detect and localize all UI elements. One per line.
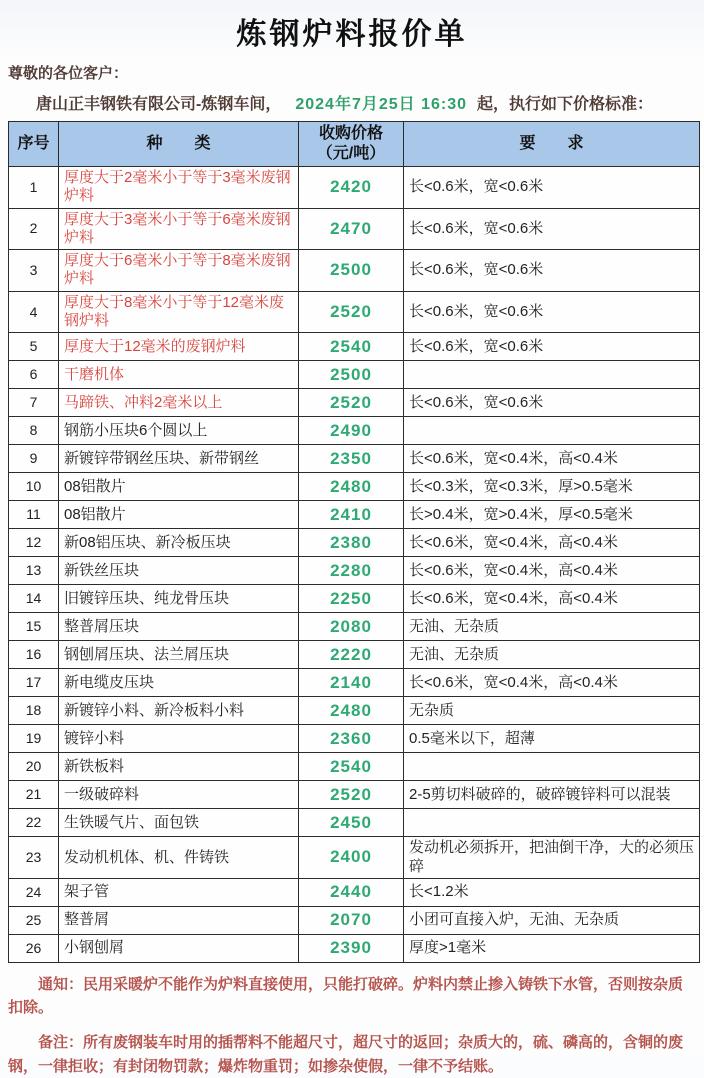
row-index-cell: 13 — [9, 557, 59, 585]
table-row — [9, 585, 700, 613]
price-cell: 2280 — [299, 557, 404, 585]
row-index-cell: 9 — [9, 445, 59, 473]
material-kind-cell: 一级破碎料 — [59, 781, 299, 809]
material-kind-cell: 新镀锌小料、新冷板料小料 — [59, 697, 299, 725]
row-index-cell: 2 — [9, 208, 59, 250]
table-row — [9, 529, 700, 557]
footer-notes — [8, 973, 696, 1078]
requirement-cell — [404, 417, 700, 445]
material-kind-cell: 08铝散片 — [59, 473, 299, 501]
price-cell: 2420 — [299, 167, 404, 209]
row-index-cell: 3 — [9, 250, 59, 292]
effective-datetime: 2024年7月25日 16:30 — [295, 96, 468, 113]
table-row — [9, 473, 700, 501]
table-row — [9, 389, 700, 417]
table-row — [9, 291, 700, 333]
row-index-cell: 11 — [9, 501, 59, 529]
row-index-cell: 4 — [9, 291, 59, 333]
requirement-cell: 长<0.6米，宽<0.6米 — [404, 250, 700, 292]
header-no: 序号 — [9, 122, 59, 167]
row-index-cell: 7 — [9, 389, 59, 417]
requirement-cell: 长<0.6米，宽<0.6米 — [404, 208, 700, 250]
price-cell: 2480 — [299, 473, 404, 501]
material-kind-cell: 厚度大于12毫米的废钢炉料 — [59, 333, 299, 361]
row-index-cell: 19 — [9, 725, 59, 753]
material-kind-cell: 新铁板料 — [59, 753, 299, 781]
table-row — [9, 878, 700, 906]
requirement-cell: 长<1.2米 — [404, 878, 700, 906]
effective-suffix: 起，执行如下价格标准： — [477, 96, 654, 113]
header-price-line1: 收购价格 — [318, 125, 383, 142]
material-kind-cell: 旧镀锌压块、纯龙骨压块 — [59, 585, 299, 613]
price-cell: 2250 — [299, 585, 404, 613]
row-index-cell: 10 — [9, 473, 59, 501]
row-index-cell: 12 — [9, 529, 59, 557]
material-kind-cell: 新镀锌带钢丝压块、新带钢丝 — [59, 445, 299, 473]
header-row — [9, 122, 700, 167]
price-cell: 2540 — [299, 333, 404, 361]
requirement-cell: 厚度>1毫米 — [404, 934, 700, 962]
requirement-cell: 长<0.6米，宽<0.4米，高<0.4米 — [404, 557, 700, 585]
price-cell: 2350 — [299, 445, 404, 473]
row-index-cell: 14 — [9, 585, 59, 613]
requirement-cell: 长<0.6米，宽<0.6米 — [404, 291, 700, 333]
requirement-cell: 长<0.6米，宽<0.6米 — [404, 389, 700, 417]
table-row — [9, 613, 700, 641]
requirement-cell: 发动机必须拆开，把油倒干净，大的必须压碎 — [404, 837, 700, 879]
page-title: 炼钢炉料报价单 — [236, 18, 468, 51]
price-cell: 2360 — [299, 725, 404, 753]
table-row — [9, 725, 700, 753]
price-cell: 2500 — [299, 361, 404, 389]
table-row — [9, 445, 700, 473]
table-row — [9, 417, 700, 445]
row-index-cell: 21 — [9, 781, 59, 809]
requirement-cell: 长<0.6米，宽<0.4米，高<0.4米 — [404, 445, 700, 473]
table-row — [9, 669, 700, 697]
price-table-header — [9, 122, 700, 167]
table-row — [9, 333, 700, 361]
requirement-cell — [404, 361, 700, 389]
price-table — [8, 121, 700, 963]
table-row — [9, 208, 700, 250]
price-cell: 2490 — [299, 417, 404, 445]
requirement-cell: 无杂质 — [404, 697, 700, 725]
price-cell: 2070 — [299, 906, 404, 934]
material-kind-cell: 整普屑压块 — [59, 613, 299, 641]
price-cell: 2520 — [299, 781, 404, 809]
requirement-cell: 长<0.3米，宽<0.3米，厚>0.5毫米 — [404, 473, 700, 501]
row-index-cell: 20 — [9, 753, 59, 781]
table-row — [9, 906, 700, 934]
material-kind-cell: 新08铝压块、新冷板压块 — [59, 529, 299, 557]
material-kind-cell: 马蹄铁、冲料2毫米以上 — [59, 389, 299, 417]
material-kind-cell: 厚度大于3毫米小于等于6毫米废钢炉料 — [59, 208, 299, 250]
material-kind-cell: 小钢刨屑 — [59, 934, 299, 962]
price-cell: 2410 — [299, 501, 404, 529]
header-kind: 种 类 — [59, 122, 299, 167]
notice-paragraph: 通知：民用采暖炉不能作为炉料直接使用，只能打破碎。炉料内禁止掺入铸铁下水管，否则按杂质扣除。 — [8, 975, 684, 1017]
row-index-cell: 8 — [9, 417, 59, 445]
material-kind-cell: 生铁暖气片、面包铁 — [59, 809, 299, 837]
requirement-cell: 长<0.6米，宽<0.4米，高<0.4米 — [404, 669, 700, 697]
table-row — [9, 837, 700, 879]
row-index-cell: 22 — [9, 809, 59, 837]
row-index-cell: 6 — [9, 361, 59, 389]
price-cell: 2440 — [299, 878, 404, 906]
row-index-cell: 16 — [9, 641, 59, 669]
requirement-cell: 长>0.4米，宽>0.4米，厚<0.5毫米 — [404, 501, 700, 529]
material-kind-cell: 架子管 — [59, 878, 299, 906]
requirement-cell — [404, 753, 700, 781]
table-row — [9, 781, 700, 809]
table-row — [9, 361, 700, 389]
row-index-cell: 26 — [9, 934, 59, 962]
price-cell: 2450 — [299, 809, 404, 837]
price-cell: 2480 — [299, 697, 404, 725]
requirement-cell: 长<0.6米，宽<0.4米，高<0.4米 — [404, 585, 700, 613]
price-cell: 2470 — [299, 208, 404, 250]
requirement-cell: 无油、无杂质 — [404, 613, 700, 641]
row-index-cell: 18 — [9, 697, 59, 725]
material-kind-cell: 厚度大于8毫米小于等于12毫米废钢炉料 — [59, 291, 299, 333]
table-row — [9, 250, 700, 292]
table-row — [9, 753, 700, 781]
material-kind-cell: 钢筋小压块6个圆以上 — [59, 417, 299, 445]
header-price-line2: （元/吨） — [316, 145, 386, 162]
customer-greeting: 尊敬的各位客户： — [8, 65, 129, 82]
table-row — [9, 167, 700, 209]
material-kind-cell: 新电缆皮压块 — [59, 669, 299, 697]
requirement-cell: 无油、无杂质 — [404, 641, 700, 669]
price-cell: 2140 — [299, 669, 404, 697]
table-row — [9, 557, 700, 585]
material-kind-cell: 发动机机体、机、件铸铁 — [59, 837, 299, 879]
requirement-cell: 长<0.6米，宽<0.6米 — [404, 333, 700, 361]
requirement-cell: 0.5毫米以下，超薄 — [404, 725, 700, 753]
material-kind-cell: 厚度大于2毫米小于等于3毫米废钢炉料 — [59, 167, 299, 209]
header-req: 要 求 — [404, 122, 700, 167]
price-cell: 2080 — [299, 613, 404, 641]
company-name: 唐山正丰钢铁有限公司-炼钢车间， — [36, 96, 282, 113]
row-index-cell: 17 — [9, 669, 59, 697]
price-cell: 2520 — [299, 291, 404, 333]
material-kind-cell: 08铝散片 — [59, 501, 299, 529]
row-index-cell: 15 — [9, 613, 59, 641]
requirement-cell: 长<0.6米，宽<0.4米，高<0.4米 — [404, 529, 700, 557]
table-row — [9, 697, 700, 725]
requirement-cell: 2-5剪切料破碎的，破碎镀锌料可以混装 — [404, 781, 700, 809]
material-kind-cell: 新铁丝压块 — [59, 557, 299, 585]
material-kind-cell: 整普屑 — [59, 906, 299, 934]
price-cell: 2520 — [299, 389, 404, 417]
price-cell: 2400 — [299, 837, 404, 879]
effective-line — [36, 91, 704, 114]
table-row — [9, 501, 700, 529]
row-index-cell: 25 — [9, 906, 59, 934]
remark-paragraph: 备注：所有废钢装车时用的插帮料不能超尺寸，超尺寸的返回；杂质大的，硫、磷高的，含铜的废钢，一律拒收；有封闭物罚款；爆炸物重罚；如掺杂使假，一律不予结账。 — [8, 1034, 684, 1075]
row-index-cell: 24 — [9, 878, 59, 906]
table-row — [9, 934, 700, 962]
price-cell: 2390 — [299, 934, 404, 962]
material-kind-cell: 干磨机体 — [59, 361, 299, 389]
requirement-cell — [404, 809, 700, 837]
price-table-body — [9, 167, 700, 963]
price-cell: 2500 — [299, 250, 404, 292]
material-kind-cell: 钢刨屑压块、法兰屑压块 — [59, 641, 299, 669]
requirement-cell: 长<0.6米，宽<0.6米 — [404, 167, 700, 209]
header-price — [299, 122, 404, 167]
row-index-cell: 5 — [9, 333, 59, 361]
table-row — [9, 809, 700, 837]
material-kind-cell: 镀锌小料 — [59, 725, 299, 753]
row-index-cell: 1 — [9, 167, 59, 209]
table-row — [9, 641, 700, 669]
price-cell: 2540 — [299, 753, 404, 781]
price-cell: 2380 — [299, 529, 404, 557]
price-cell: 2220 — [299, 641, 404, 669]
requirement-cell: 小团可直接入炉，无油、无杂质 — [404, 906, 700, 934]
material-kind-cell: 厚度大于6毫米小于等于8毫米废钢炉料 — [59, 250, 299, 292]
row-index-cell: 23 — [9, 837, 59, 879]
